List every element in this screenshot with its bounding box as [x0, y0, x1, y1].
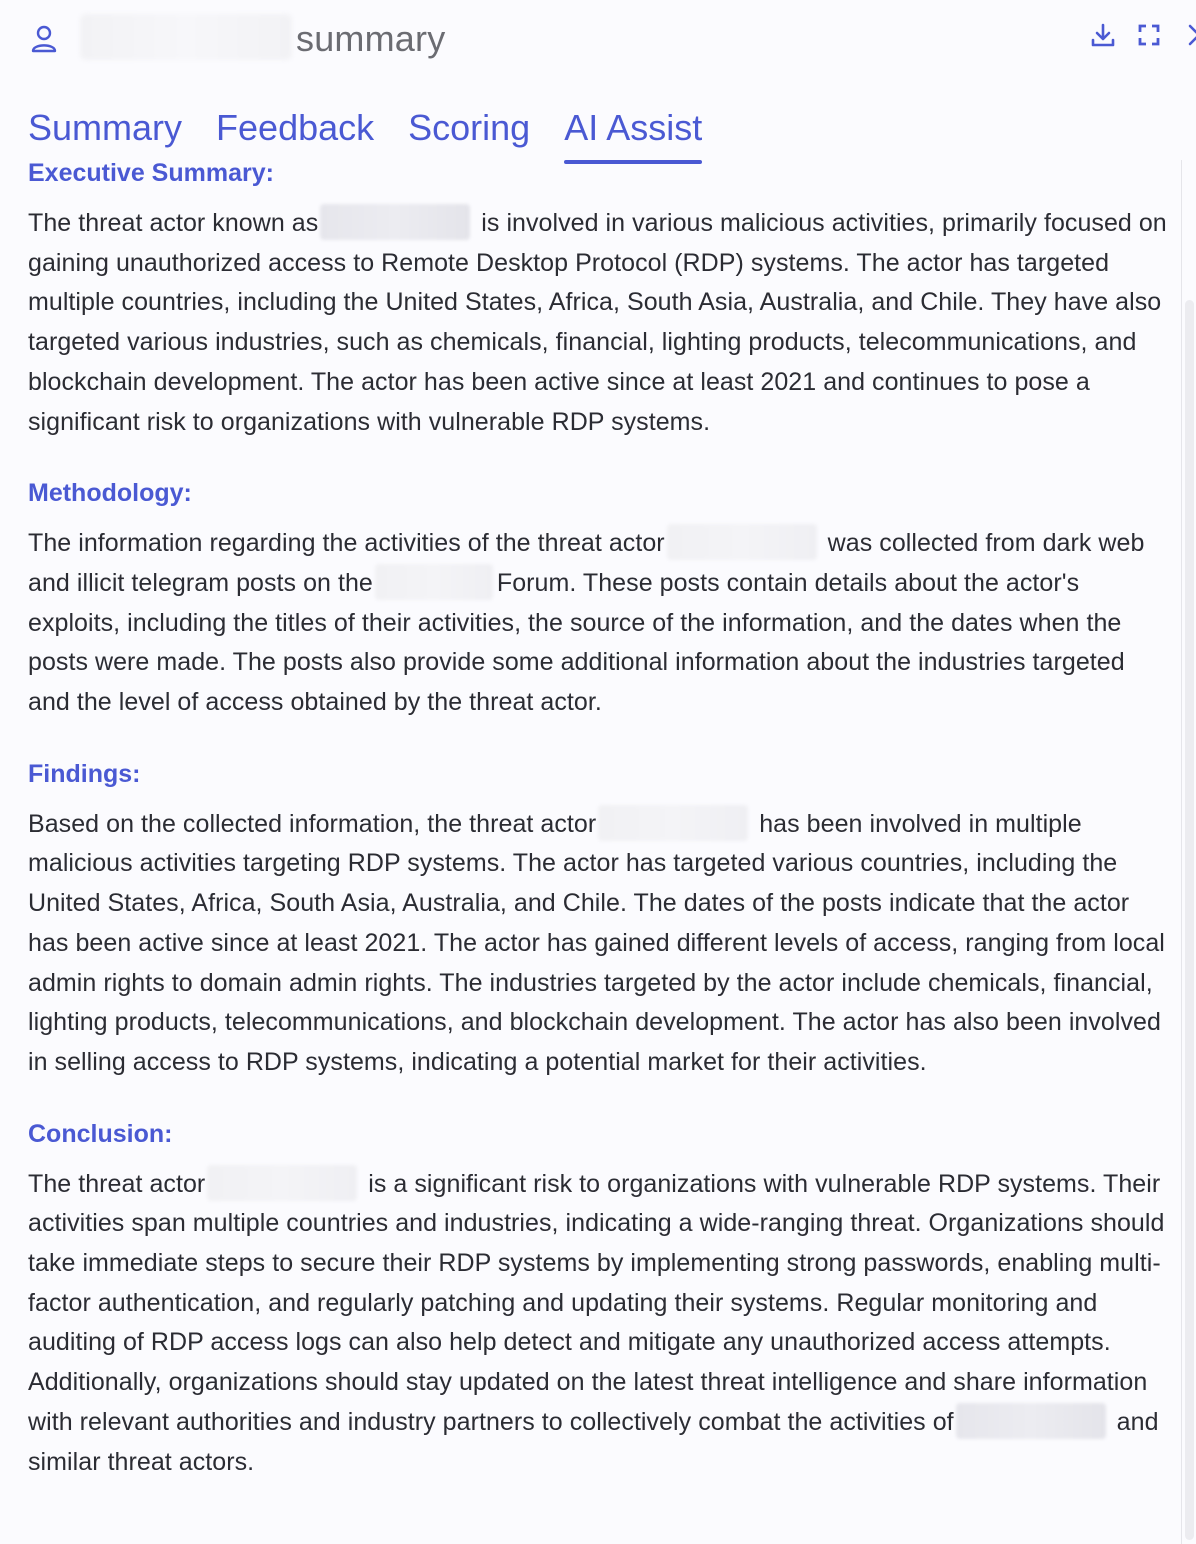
text-fragment: is involved in various malicious activities, primarily focused on gaining unauthorized access to Remote Desktop Protocol (RDP) systems. The actor has targeted multiple countries, including the United States, Africa, South Asia, Australia, and Chile. They have also targeted various industries, such as chemicals, financial, lighting products, telecommunications, and blockchain development. The actor has been active since at least 2021 and continues to pose a significant risk to organizations with vulnerable RDP systems.: [28, 209, 1167, 436]
redacted-actor-name: [320, 204, 470, 240]
redacted-actor-name: [207, 1165, 357, 1201]
conclusion-heading: Conclusion:: [28, 1119, 173, 1148]
fullscreen-icon[interactable]: [1134, 20, 1164, 50]
ai-assist-content: [28, 156, 1168, 1482]
header: [0, 0, 1196, 80]
redacted-actor-name: [956, 1403, 1106, 1439]
redacted-actor-name: [80, 14, 292, 60]
text-fragment: has been involved in multiple malicious activities targeting RDP systems. The actor has targeted various countries, including the United States, Africa, South Asia, Australia, and Chile. The dates of the posts indicate that the actor has been active since at least 2021. The actor has gained different levels of access, ranging from local admin rights to domain admin rights. The industries targeted by the actor include chemicals, financial, lighting products, telecommunications, and blockchain development. The actor has also been involved in selling access to RDP systems, indicating a potential market for their activities.: [28, 809, 1165, 1076]
redacted-actor-name: [667, 524, 817, 560]
redacted-forum-name: [375, 564, 493, 600]
text-fragment: Based on the collected information, the threat actor: [28, 809, 597, 838]
download-icon[interactable]: [1088, 20, 1118, 50]
chevron-right-icon[interactable]: [1178, 20, 1196, 50]
text-fragment: The threat actor: [28, 1169, 206, 1198]
executive-summary-heading: Executive Summary:: [28, 159, 274, 187]
user-icon[interactable]: [30, 24, 58, 54]
text-fragment: The information regarding the activities of the threat actor: [28, 529, 665, 558]
redacted-actor-name: [598, 805, 748, 841]
page-title: summary: [296, 18, 446, 59]
findings-text: [28, 805, 1168, 1083]
scrollbar-thumb[interactable]: [1185, 300, 1194, 1540]
text-fragment: was collected from dark web and illicit telegram posts on the: [28, 529, 1145, 597]
conclusion-text: [28, 1165, 1168, 1483]
tab-summary[interactable]: Summary: [28, 107, 183, 148]
executive-summary-text: [28, 204, 1168, 442]
findings-heading: Findings:: [28, 759, 141, 788]
tab-ai-assist[interactable]: AI Assist: [564, 104, 702, 164]
text-fragment: The threat actor known as: [28, 209, 319, 237]
text-fragment: and similar threat actors.: [28, 1407, 1159, 1476]
methodology-heading: Methodology:: [28, 479, 192, 508]
tab-feedback[interactable]: Feedback: [216, 107, 375, 148]
tab-bar: [28, 104, 736, 164]
text-fragment: Forum. These posts contain details about the actor's exploits, including the titles of their activities, the source of the information, and the dates when the posts were made. The posts also provide some additional information about the industries targeted and the level of access obtained by the threat actor.: [28, 568, 1125, 717]
text-fragment: is a significant risk to organizations with vulnerable RDP systems. Their activities span multiple countries and industries, indicating a wide-ranging threat. Organizations should take immediate steps to secure their RDP systems by implementing strong passwords, enabling multi-factor authentication, and regularly patching and updating their systems. Regular monitoring and auditing of RDP access logs can also help detect and mitigate any unauthorized access attempts. Additionally, organizations should stay updated on the latest threat intelligence and share information with relevant authorities and industry partners to collectively combat the activities of: [28, 1169, 1165, 1436]
tab-scoring[interactable]: Scoring: [408, 107, 531, 148]
methodology-text: [28, 524, 1168, 723]
